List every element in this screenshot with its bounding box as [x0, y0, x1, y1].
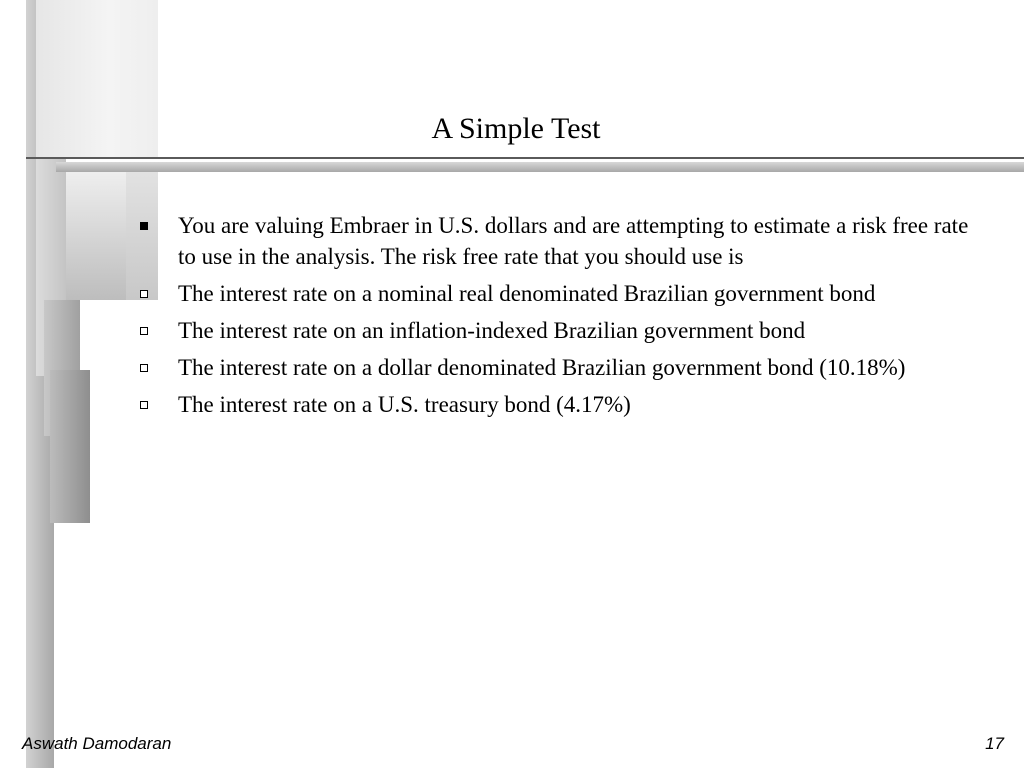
hollow-square-bullet-icon — [140, 327, 148, 335]
bullet-option-2 — [140, 315, 980, 346]
decorative-bar — [36, 0, 158, 158]
slide-title: A Simple Test — [431, 112, 601, 145]
bullet-list — [140, 210, 980, 426]
decorative-bar — [50, 370, 90, 523]
bullet-option-3 — [140, 352, 980, 383]
filled-square-bullet-icon — [140, 222, 148, 230]
hollow-square-bullet-icon — [140, 364, 148, 372]
footer-author: Aswath Damodaran — [22, 734, 172, 753]
bullet-text: The interest rate on a dollar denominated Brazilian government bond (10.18%) — [178, 355, 906, 380]
decorative-bar — [66, 170, 126, 300]
hollow-square-bullet-icon — [140, 290, 148, 298]
bullet-text: You are valuing Embraer in U.S. dollars and are attempting to estimate a risk free rate to use in the analysis. The risk free rate that you should use is — [178, 213, 969, 269]
bullet-text: The interest rate on a U.S. treasury bond (4.17%) — [178, 392, 631, 417]
bullet-option-1 — [140, 278, 980, 309]
title-divider — [26, 157, 1024, 159]
bullet-option-4 — [140, 389, 980, 420]
bullet-text: The interest rate on a nominal real denominated Brazilian government bond — [178, 281, 876, 306]
bullet-question — [140, 210, 980, 272]
hollow-square-bullet-icon — [140, 401, 148, 409]
title-divider-shade — [56, 162, 1024, 172]
page-number: 17 — [985, 734, 1004, 753]
bullet-text: The interest rate on an inflation-indexed Brazilian government bond — [178, 318, 806, 343]
